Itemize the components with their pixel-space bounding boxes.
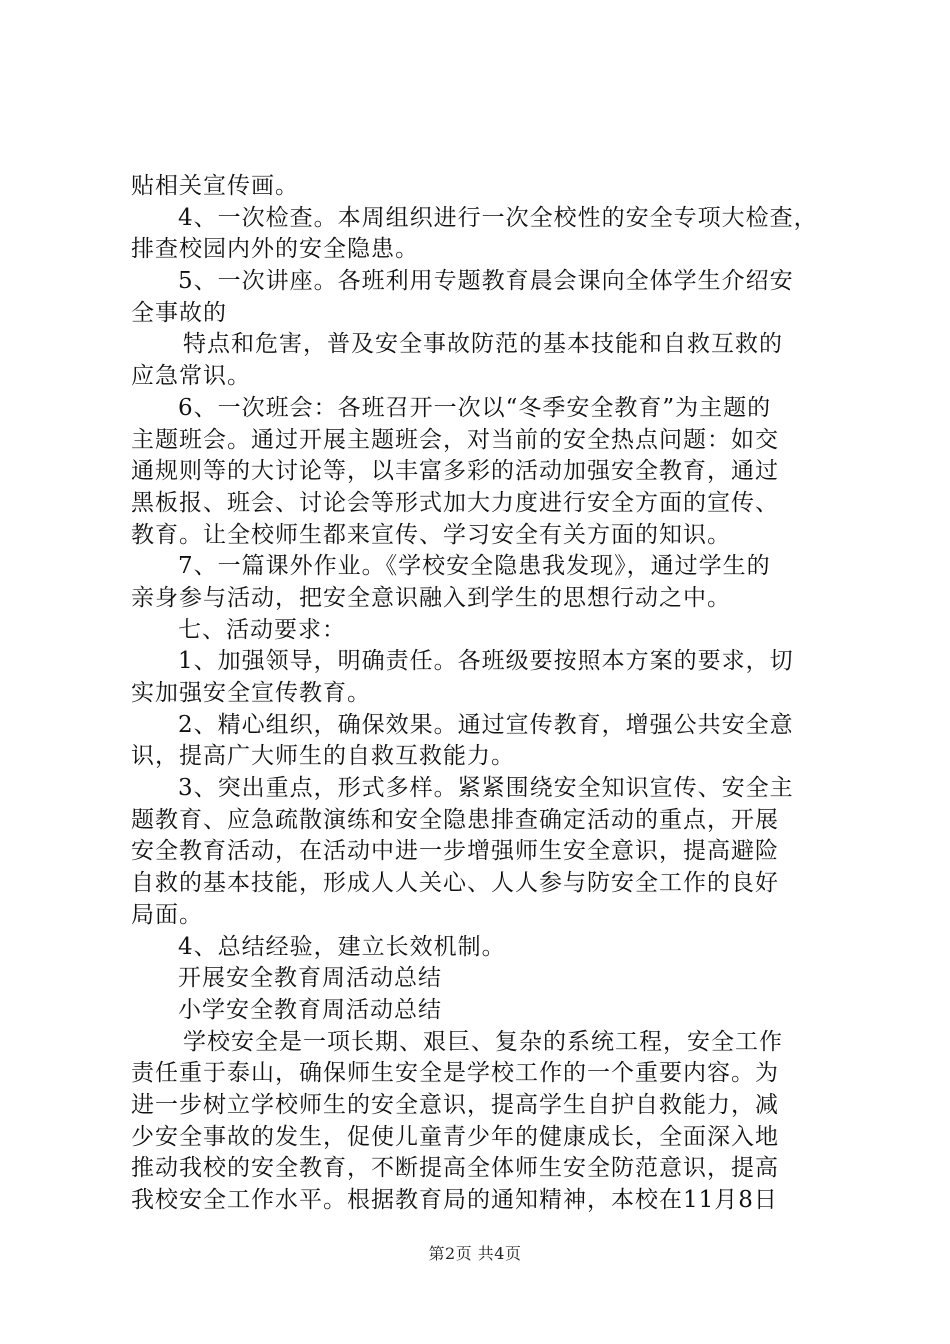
text-line: 教育。让全校师生都来宣传、学习安全有关方面的知识。 [131,521,731,548]
text-line: 责任重于泰山，确保师生安全是学校工作的一个重要内容。为 [131,1060,779,1087]
text-line: 进一步树立学校师生的安全意识，提高学生自护自救能力，减 [131,1091,779,1118]
text-line: 七、活动要求： [178,616,346,643]
text-line: 2、精心组织，确保效果。通过宣传教育，增强公共安全意 [178,711,794,738]
text-line: 我校安全工作水平。根据教育局的通知精神，本校在11月8日 [131,1187,778,1213]
text-line: 自救的基本技能，形成人人关心、人人参与防安全工作的良好 [131,870,779,897]
text-line: 局面。 [131,901,203,928]
text-line: 学校安全是一项长期、艰巨、复杂的系统工程，安全工作 [183,1028,783,1055]
text-line: 4、一次检查。本周组织进行一次全校性的安全专项大检查， [178,204,818,231]
text-line: 7、一篇课外作业。《学校安全隐患我发现》，通过学生的 [178,553,771,580]
text-line: 亲身参与活动，把安全意识融入到学生的思想行动之中。 [131,584,731,611]
text-line: 识，提高广大师生的自救互救能力。 [131,743,515,770]
text-line: 1、加强领导，明确责任。各班级要按照本方案的要求，切 [178,648,794,675]
text-line: 小学安全教育周活动总结 [178,996,442,1023]
text-line: 安全教育活动，在活动中进一步增强师生安全意识，提高避险 [131,838,779,865]
text-line: 开展安全教育周活动总结 [178,965,442,992]
text-line: 6、一次班会：各班召开一次以“冬季安全教育”为主题的 [178,394,772,421]
text-line: 4、总结经验，建立长效机制。 [178,933,506,960]
text-line: 特点和危害，普及安全事故防范的基本技能和自救互救的 [183,331,783,358]
text-line: 主题班会。通过开展主题班会，对当前的安全热点问题：如交 [131,426,779,453]
text-line: 全事故的 [131,299,227,326]
text-line: 实加强安全宣传教育。 [131,680,371,706]
document-body [131,171,831,1217]
text-line: 少安全事故的发生，促使儿童青少年的健康成长，全面深入地 [131,1123,779,1150]
text-line: 通规则等的大讨论等，以丰富多彩的活动加强安全教育，通过 [131,458,779,485]
text-line: 排查校园内外的安全隐患。 [131,236,419,263]
text-line: 3、突出重点，形式多样。紧紧围绕安全知识宣传、安全主 [178,775,794,802]
text-line: 贴相关宣传画。 [131,173,299,199]
text-line: 题教育、应急疏散演练和安全隐患排查确定活动的重点，开展 [131,806,779,833]
text-line: 5、一次讲座。各班利用专题教育晨会课向全体学生介绍安 [178,268,794,295]
page-footer: 第2页 共4页 [428,1244,522,1263]
text-line: 应急常识。 [131,363,251,390]
text-line: 推动我校的安全教育，不断提高全体师生安全防范意识，提高 [131,1155,779,1182]
text-line: 黑板报、班会、讨论会等形式加大力度进行安全方面的宣传、 [131,489,779,516]
